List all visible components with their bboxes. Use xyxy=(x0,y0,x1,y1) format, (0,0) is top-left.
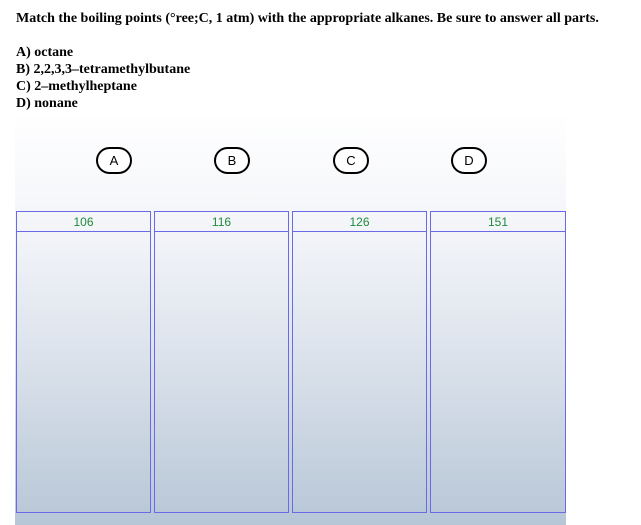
question-text: Match the boiling points (°ree;C, 1 atm) with the appropriate alkanes. Be sure to answer all parts. xyxy=(16,11,599,26)
column-value: 126 xyxy=(293,212,426,232)
answer-column-1 xyxy=(16,211,151,513)
column-value: 116 xyxy=(155,212,288,232)
option-d: D) nonane xyxy=(16,96,78,111)
drag-chip-a[interactable]: A xyxy=(96,147,132,174)
drop-zone[interactable] xyxy=(293,232,426,512)
answer-column-4 xyxy=(430,211,566,513)
options-list xyxy=(16,44,190,112)
column-value: 151 xyxy=(431,212,565,232)
drag-chip-b[interactable]: B xyxy=(214,147,250,174)
column-value: 106 xyxy=(17,212,150,232)
answer-column-3 xyxy=(292,211,427,513)
option-c: C) 2–methylheptane xyxy=(16,79,137,94)
option-b: B) 2,2,3,3–tetramethylbutane xyxy=(16,62,191,77)
answer-column-2 xyxy=(154,211,289,513)
drop-zone[interactable] xyxy=(431,232,565,512)
drop-zone[interactable] xyxy=(155,232,288,512)
drag-chip-d[interactable]: D xyxy=(451,147,487,174)
option-a: A) octane xyxy=(16,45,74,60)
drop-zone[interactable] xyxy=(17,232,150,512)
drag-chip-c[interactable]: C xyxy=(333,147,369,174)
